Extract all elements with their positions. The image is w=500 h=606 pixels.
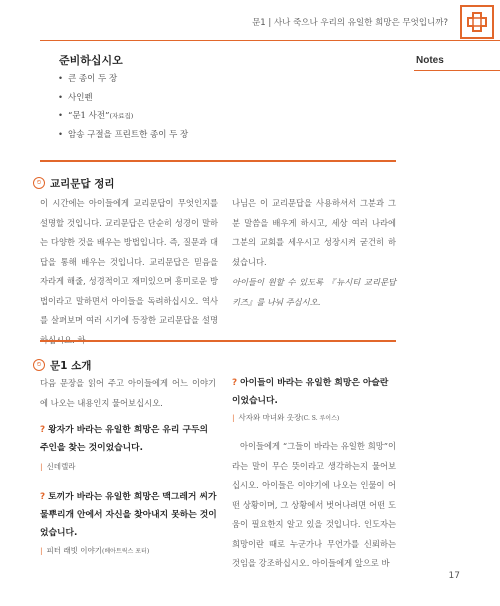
list-item: • “문1 사전”(자료집) (58, 111, 134, 121)
notes-rule (414, 70, 500, 71)
question-quote: ? 토끼가 바라는 유일한 희망은 맥그레거 씨가 물뿌리개 안에서 자신을 찾아내지 못하는 것이었습니다. (40, 492, 217, 538)
book-logo-icon (460, 5, 494, 39)
running-header: 문1 | 사나 죽으나 우리의 유일한 희망은 무엇입니까? (252, 18, 448, 28)
section-clock-icon: ⏲ (33, 359, 45, 371)
page-number: 17 (448, 571, 460, 581)
list-item: • 암송 구절을 프린트한 종이 두 장 (58, 129, 189, 140)
intro-instruction: 다음 문장을 읽어 주고 아이들에게 어느 이야기에 나오는 내용인지 물어보십시오. (40, 378, 216, 408)
question-quote: ? 아이들이 바라는 유일한 희망은 아슬란이었습니다. (232, 378, 389, 406)
catechism-body-left: 이 시간에는 아이들에게 교리문답이 무엇인지를 설명할 것입니다. 교리문답은 단순히 성경이 말하는 다양한 것을 배우는 방법입니다. 즉, 질문과 대답을 통해 배우는 것입니다. 교리문답은 믿음을 자라게 해줄, 성경적이고 재미있으며 흥미로운 방법이라고 말하면서 아이들을 독려하십시오. 역사를 살펴보며 여러 시기에 등장한 교리문답을 설명 (40, 198, 218, 325)
notes-title: Notes (416, 55, 444, 66)
section-title-q1-intro: 문1 소개 (50, 360, 92, 372)
section-clock-icon: ⏲ (33, 177, 45, 189)
catechism-instruction: 아이들이 원할 수 있도록 『뉴시티 교리문답 키즈』를 나눠 주십시오. (232, 277, 396, 307)
catechism-body-right: 나님은 이 교리문답을 사용하셔서 그분과 그분 말씀을 배우게 하시고, 세상 여러 나라에 그분의 교회를 세우시고 성장시켜 굳건히 하셨습니다. (232, 198, 396, 267)
list-item: • 큰 종이 두 장 (58, 74, 118, 84)
header-rule (40, 40, 500, 41)
quote-source: | 신데렐라 (40, 462, 76, 471)
quote-source: | 사자와 마녀와 옷장(C. S. 루이스) (232, 413, 340, 422)
section-divider (40, 160, 396, 162)
question-quote: ? 왕자가 바라는 유일한 희망은 유리 구두의 주인을 찾는 것이었습니다. (40, 425, 208, 453)
intro-body-right: 아이들에게 “그들이 바라는 유일한 희망”이라는 말이 무슨 뜻이라고 생각하는지 물어보십시오. 아이들은 이야기에 나오는 인물이 어떤 상황이며, 그 상황에서 벗어나려면 어떤 도움이 필요한지 알고 있을 것입니다. 인도자는 희망이란 때로 누군가나 무언가를 신뢰하는 것임을 강조하십시오. 아이들에게 앞으로 바 (232, 441, 396, 568)
prep-title: 준비하십시오 (59, 54, 123, 67)
section-title-catechism: 교리문답 정리 (50, 178, 115, 190)
prep-list (58, 72, 188, 146)
quote-source: | 피터 래빗 이야기(베아트릭스 포터) (40, 546, 150, 555)
list-item: • 사인펜 (58, 92, 93, 103)
section-divider (40, 340, 396, 342)
